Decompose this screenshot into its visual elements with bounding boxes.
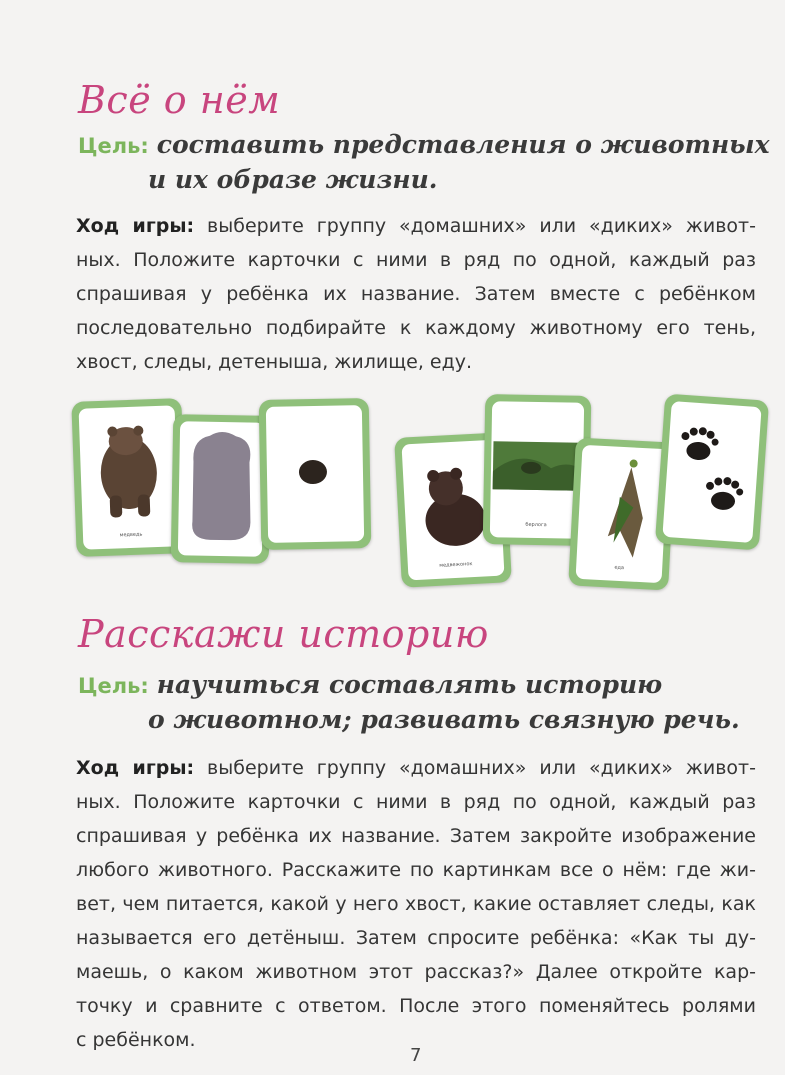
section-title-all-about: Всё о нём bbox=[78, 78, 281, 122]
goal-text-line2: и их образе жизни. bbox=[148, 165, 438, 194]
bear-shadow-image bbox=[178, 421, 264, 556]
cards-illustration bbox=[0, 385, 785, 590]
instruction-line: последовательно подбирайте к каждому животному его тень, bbox=[76, 317, 756, 339]
lead-label: Ход игры: bbox=[76, 215, 195, 237]
card-footprint-blob bbox=[259, 398, 372, 550]
goal-label: Цель: bbox=[78, 674, 149, 698]
instruction-line: спрашивая у ребёнка их название. Затем закройте изображение bbox=[76, 825, 756, 847]
instruction-line: точку и сравните с ответом. После этого поменяйтесь ролями bbox=[76, 995, 756, 1017]
instruction-line: Ход игры: выберите группу «домашних» или «диких» живот- bbox=[76, 215, 756, 237]
instruction-line: ных. Положите карточки с ними в ряд по одной, каждый раз bbox=[76, 791, 756, 813]
bear-image bbox=[79, 405, 180, 549]
card-caption: берлога bbox=[525, 521, 547, 529]
goal-text-line1: научиться составлять историю bbox=[156, 670, 663, 699]
instruction-line: с ребёнком. bbox=[76, 1029, 196, 1051]
card-bear bbox=[71, 398, 186, 557]
card-caption: еда bbox=[614, 564, 625, 572]
lead-label: Ход игры: bbox=[76, 757, 195, 779]
instructions-paragraph-1 bbox=[76, 209, 756, 379]
instruction-line: Ход игры: выберите группу «домашних» или «диких» живот- bbox=[76, 757, 756, 779]
card-caption: медвежонок bbox=[439, 561, 473, 569]
instruction-line: хвост, следы, детеныша, жилище, еду. bbox=[76, 351, 473, 373]
den-image bbox=[490, 401, 584, 539]
goal-row-2 bbox=[78, 670, 662, 699]
card-caption: медведь bbox=[119, 531, 143, 539]
section-title-tell-story: Расскажи историю bbox=[78, 612, 489, 656]
paw-prints-icon bbox=[662, 401, 761, 543]
goal-text-line2: о животном; развивать связную речь. bbox=[148, 705, 740, 734]
instruction-line: называется его детёныш. Затем спросите ребёнка: «Как ты ду- bbox=[76, 927, 756, 949]
card-paw-prints bbox=[655, 394, 769, 551]
goal-text-line1: составить представления о животных bbox=[156, 130, 770, 159]
instruction-line: любого животного. Расскажите по картинкам все о нём: где жи- bbox=[76, 859, 756, 881]
instruction-line: вет, чем питается, какой у него хвост, какие оставляет следы, как bbox=[76, 893, 756, 915]
card-shadow bbox=[171, 414, 272, 564]
footprint-blob-image bbox=[266, 405, 364, 543]
instructions-paragraph-2 bbox=[76, 751, 756, 1057]
goal-row-1 bbox=[78, 130, 770, 159]
goal-label: Цель: bbox=[78, 134, 149, 158]
instruction-line: маешь, о каком животном этот рассказ?» Далее откройте кар- bbox=[76, 961, 756, 983]
instruction-line: спрашивая у ребёнка их название. Затем вместе с ребёнком bbox=[76, 283, 756, 305]
instruction-line: ных. Положите карточки с ними в ряд по одной, каждый раз bbox=[76, 249, 756, 271]
page-number: 7 bbox=[410, 1045, 422, 1066]
